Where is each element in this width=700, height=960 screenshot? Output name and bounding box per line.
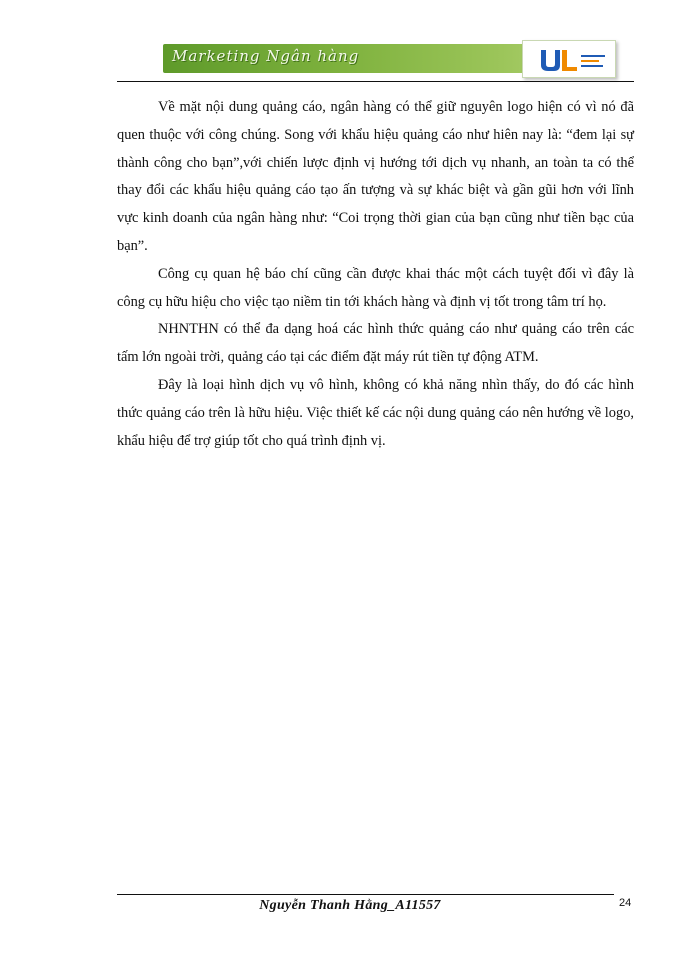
logo [522,40,616,78]
header-title: Marketing Ngân hàng [172,47,360,65]
footer-rule [117,894,614,895]
paragraph: Về mặt nội dung quảng cáo, ngân hàng có thể giữ nguyên logo hiện có vì nó đã quen thuộc với công chúng. Song với khẩu hiệu quảng cáo như hiên nay là: “đem lại sự thành công cho bạn”,với chiến lược định vị hướng tới dịch vụ nhanh, an toàn ta có thể thay đổi các khẩu hiệu quảng cáo tạo ấn tượng và sự khác biệt và gần gũi hơn với lĩnh vực kinh doanh của ngân hàng như: “Coi trọng thời gian của bạn cũng như tiền bạc của bạn”. [117,99,634,254]
header-rule [117,81,634,82]
paragraph: NHNTHN có thể đa dạng hoá các hình thức quảng cáo như quảng cáo trên các tấm lớn ngoài trời, quảng cáo tại các điểm đặt máy rút tiền tự động ATM. [117,321,634,366]
page-number: 24 [619,897,632,909]
paragraph: Đây là loại hình dịch vụ vô hình, không có khả năng nhìn thấy, do đó các hình thức quảng cáo trên là hữu hiệu. Việc thiết kế các nội dung quảng cáo nên hướng về logo, khẩu hiệu để trợ giúp tốt cho quá trình định vị. [117,376,634,449]
body-text [117,94,634,455]
paragraph: Công cụ quan hệ báo chí cũng cần được khai thác một cách tuyệt đối vì đây là công cụ hữu hiệu cho việc tạo niềm tin tới khách hàng và định vị tốt trong tâm trí họ. [117,265,634,310]
logo-icon [523,41,615,77]
footer-author: Nguyễn Thanh Hằng_A11557 [259,898,441,913]
